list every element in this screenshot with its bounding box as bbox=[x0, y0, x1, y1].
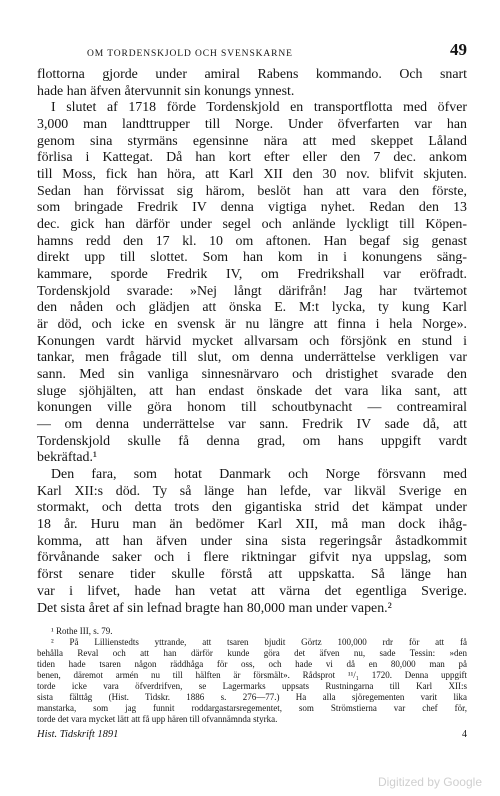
running-head: OM TORDENSKJOLD OCH SVENSKARNE bbox=[87, 49, 293, 59]
text-line: bekräftad.¹ bbox=[37, 450, 98, 466]
text-line: Tordenskjold svarade: »Nej långt därifrån! Jag har tvärtemot bbox=[37, 283, 467, 299]
text-line: Karl XII:s död. Ty så länge han lefde, var likväl Sverige en bbox=[37, 483, 467, 499]
footnote-line: benen, däremot armén nu till hälften är försmält». Rådsprot ¹¹/₁ 1720. Denna uppgift bbox=[37, 670, 467, 680]
text-line: — om denna underrättelse var sann. Fredrik IV sade då, att bbox=[37, 417, 467, 433]
page-footer bbox=[37, 729, 467, 743]
text-line: Konungen vardt härvid mycket allvarsam och försjönk en stund i bbox=[37, 333, 467, 349]
text-line: genom sina styrmäns egensinne nära att med skeppet Låland bbox=[37, 133, 467, 149]
text-line: tankar, men frågade till slut, om denna underrättelse verkligen var bbox=[37, 350, 467, 366]
text-line: är död, och icke en svensk är nu längre att finna i hela Norge». bbox=[37, 317, 467, 333]
text-line: sann. Med sin vanliga sinnesnärvaro och dristighet svarade den bbox=[37, 367, 467, 383]
journal-signature: Hist. Tidskrift 1891 bbox=[37, 729, 119, 740]
text-line: först senare tider skulle förstå att uppskatta. Så länge han bbox=[37, 567, 467, 583]
text-line: Sedan han förvissat sig härom, beslöt han att vara den förste, bbox=[37, 183, 467, 199]
text-line: Tordenskjold skulle få denna grad, om hans uppgift vardt bbox=[37, 433, 467, 449]
text-line: Det sista året af sin lefnad bragte han 80,000 man under vapen.² bbox=[37, 600, 392, 616]
text-line: direkt upp till slottet. Som han kom in i konungens säng- bbox=[37, 250, 467, 266]
page-number: 49 bbox=[450, 40, 467, 59]
text-line: förlisa i Kattegat. Då han kort efter eller den 7 dec. ankom bbox=[37, 150, 467, 166]
text-line: stormakt, och detta trots den gigantiska strid det kämpat under bbox=[37, 500, 467, 516]
text-line: I slutet af 1718 förde Tordenskjold en transportflotta med öfver bbox=[51, 100, 467, 116]
text-line: som bringade Fredrik IV denna vigtiga nyhet. Redan den 13 bbox=[37, 200, 467, 216]
text-line: den nåden och glädjen att önska E. M:t lycka, ty kung Karl bbox=[37, 300, 467, 316]
footnotes bbox=[37, 626, 467, 725]
text-line: dec. gick han därför under segel och anlände lyckligt till Köpen- bbox=[37, 217, 467, 233]
footnote-line: sista fälttåg (Hist. Tidskr. 1886 s. 276—77.) Ha alla sjöregementen varit lika bbox=[37, 692, 467, 702]
text-line: hamns redd den 17 kl. 10 om aftonen. Han begaf sig genast bbox=[37, 233, 467, 249]
text-line: konungen ville göra honom till schoutbynacht — contreamiral bbox=[37, 400, 467, 416]
text-line: förvånande saker och i flere riktningar gifvit nya uppslag, som bbox=[37, 550, 467, 566]
text-line: 3,000 man landttrupper till Norge. Under öfverfarten var han bbox=[37, 117, 467, 133]
text-line: var i lifvet, hade han vetat att värna det egentliga Sverige. bbox=[37, 583, 467, 599]
text-line: komma, att han äfven under sina sista regeringsår åstadkommit bbox=[37, 533, 467, 549]
text-line: hade han äfven återvunnit sin konungs ynnest. bbox=[37, 83, 295, 99]
footnote-line: torde icke vara öfverdrifven, se Lagermarks uppsats Rustningarna till Karl XII:s bbox=[37, 681, 467, 691]
text-line: flottorna gjorde under amiral Rabens kommando. Och snart bbox=[37, 67, 467, 82]
text-line: 18 år. Huru man än bedömer Karl XII, må man dock ihåg- bbox=[37, 517, 467, 533]
footnote-line: ² På Lillienstedts yttrande, att tsaren bjudit Görtz 100,000 rdr för att få bbox=[51, 637, 467, 647]
footnote-line: manstarka, som jag funnit roddargastarsregementet, som Strömstierna var chef för, bbox=[37, 703, 467, 713]
body-text bbox=[37, 67, 467, 617]
footnote-line: ¹ Rothe III, s. 79. bbox=[51, 626, 113, 636]
footnote-line: tiden hade tsaren någon räddhåga för oss, och hade vi då en 80,000 man på bbox=[37, 659, 467, 669]
text-line: sluge sjöhjälten, att han endast önskade det vara lika sant, att bbox=[37, 383, 467, 399]
footnote-line: torde det vara mycket lätt att få upp hären till ofvannämnda styrka. bbox=[37, 714, 278, 724]
text-line: kammare, sporde Fredrik IV, om Fredrikshall var eröfradt. bbox=[37, 267, 467, 283]
sheet-signature: 4 bbox=[462, 729, 467, 740]
text-line: till Moss, fick han höra, att Karl XII den 30 nov. blifvit skjuten. bbox=[37, 167, 467, 183]
watermark: Digitized by Google bbox=[377, 775, 482, 789]
page-header bbox=[37, 38, 467, 60]
footnote-line: behålla Reval och att han därför kunde göra det äfven nu, sade Tessin: »den bbox=[37, 648, 467, 658]
text-line: Den fara, som hotat Danmark och Norge försvann med bbox=[51, 467, 467, 483]
